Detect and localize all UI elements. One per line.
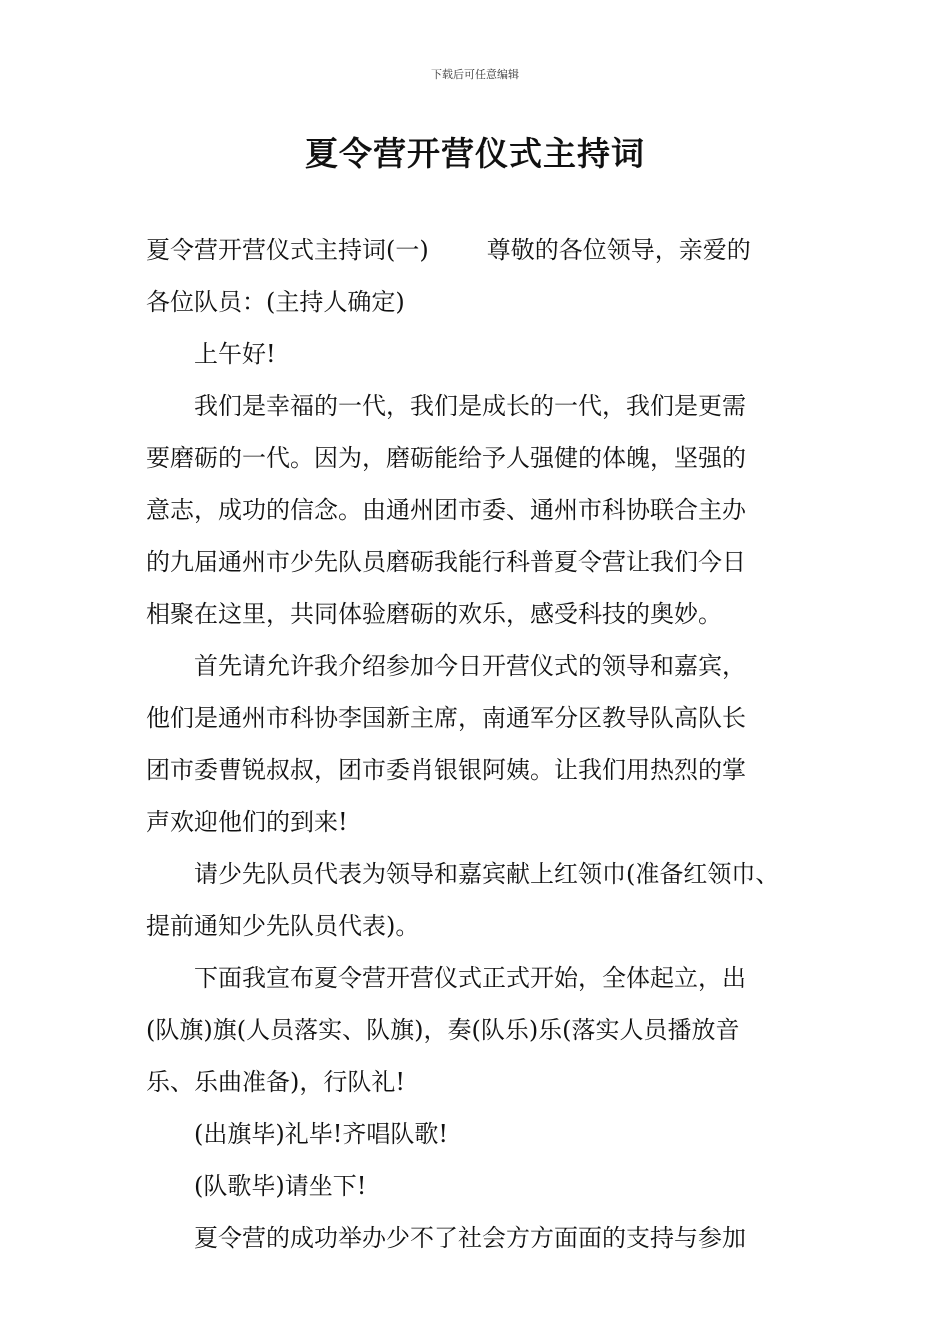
body-line: 下面我宣布夏令营开营仪式正式开始，全体起立，出 (146, 964, 746, 992)
body-line: 的九届通州市少先队员磨砺我能行科普夏令营让我们今日 (146, 548, 746, 576)
intro-address: 尊敬的各位领导，亲爱的 (486, 236, 751, 264)
body-line: 意志，成功的信念。由通州团市委、通州市科协联合主办 (146, 496, 746, 524)
body-line: (队歌毕)请坐下! (146, 1172, 367, 1200)
header-note: 下载后可任意编辑 (431, 68, 519, 81)
body-line: (出旗毕)礼毕!齐唱队歌! (146, 1120, 449, 1148)
body-line: 请少先队员代表为领导和嘉宾献上红领巾(准备红领巾、 (146, 860, 780, 888)
intro-heading: 夏令营开营仪式主持词(一) (146, 236, 429, 264)
body-line: 提前通知少先队员代表)。 (146, 912, 420, 940)
body-line: 声欢迎他们的到来! (146, 808, 348, 836)
body-line: 他们是通州市科协李国新主席，南通军分区教导队高队长 (146, 704, 746, 732)
body-line: 夏令营的成功举办少不了社会方方面面的支持与参加 (146, 1224, 746, 1252)
body-line: 相聚在这里，共同体验磨砺的欢乐，感受科技的奥妙。 (146, 600, 722, 628)
body-line: 各位队员：(主持人确定) (146, 288, 405, 316)
body-line: 团市委曹锐叔叔，团市委肖银银阿姨。让我们用热烈的掌 (146, 756, 746, 784)
body-line: 我们是幸福的一代，我们是成长的一代，我们是更需 (146, 392, 746, 420)
intro-line (146, 224, 826, 276)
body-line: 要磨砺的一代。因为，磨砺能给予人强健的体魄，坚强的 (146, 444, 746, 472)
document-body (146, 224, 826, 1264)
body-line: (队旗)旗(人员落实、队旗)，奏(队乐)乐(落实人员播放音 (146, 1016, 740, 1044)
body-line: 乐、乐曲准备)，行队礼! (146, 1068, 406, 1096)
body-line: 首先请允许我介绍参加今日开营仪式的领导和嘉宾， (146, 652, 746, 680)
body-line: 上午好! (146, 340, 276, 368)
document-title: 夏令营开营仪式主持词 (305, 134, 645, 173)
